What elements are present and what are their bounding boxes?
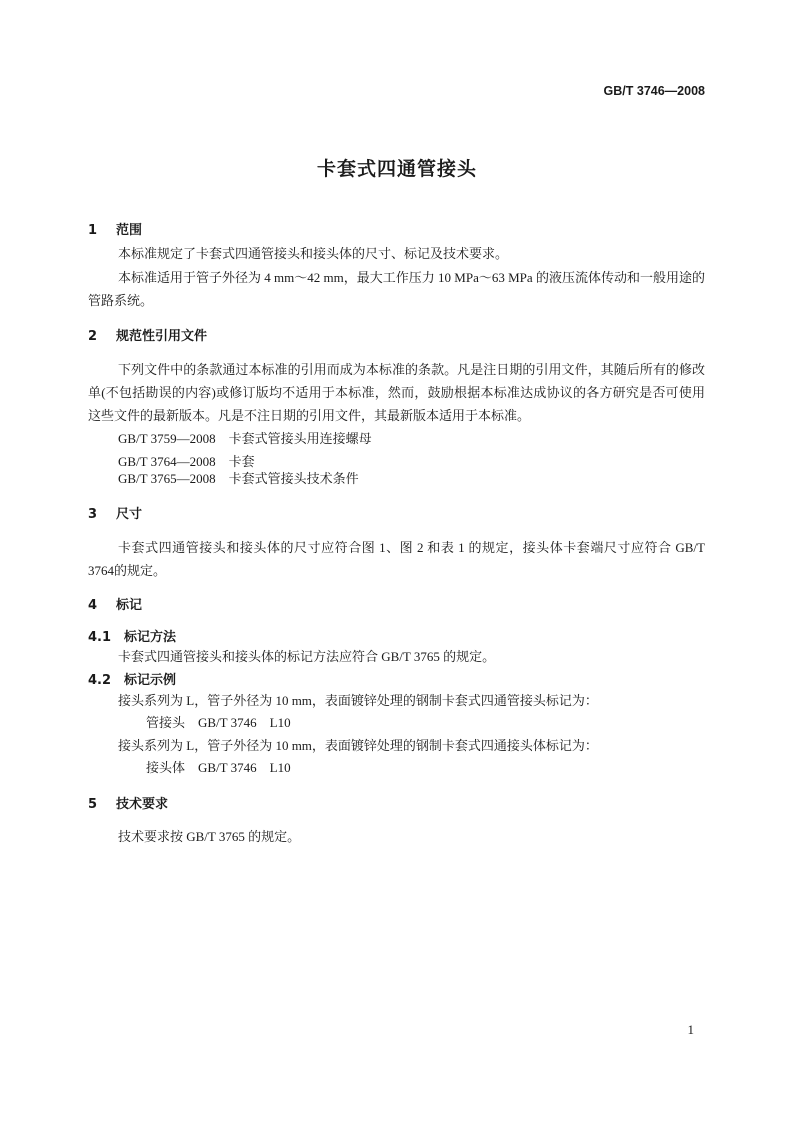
marking-example: 管接头 GB/T 3746 L10 [146, 715, 291, 730]
section-number: 2 [88, 329, 98, 344]
paragraph: 技术要求按 GB/T 3765 的规定。 [118, 829, 301, 844]
section-1-heading [88, 219, 142, 238]
paragraph: 卡套式四通管接头和接头体的尺寸应符合图 1、图 2 和表 1 的规定，接头体卡套端尺寸应符合 GB/T 3764的规定。 [88, 540, 705, 578]
example-line: 接头系列为 L，管子外径为 10 mm，表面镀锌处理的钢制卡套式四通管接头标记为： [118, 693, 598, 708]
section-4-heading [88, 594, 142, 613]
section-title: 尺寸 [116, 507, 143, 522]
section-5-heading [88, 793, 168, 812]
section-number: 4.2 [88, 673, 112, 688]
section-title: 标记 [116, 598, 143, 613]
paragraph: 下列文件中的条款通过本标准的引用而成为本标准的条款。凡是注日期的引用文件，其随后所有的修改单(不包括勘误的内容)或修订版均不适用于本标准，然而，鼓励根据本标准达成协议的各方研究是否可使用这些文件的最新版本。凡是不注日期的引用文件，其最新版本适用于本标准。 [88, 362, 705, 423]
page-number: 1 [687, 1022, 694, 1037]
paragraph: 卡套式四通管接头和接头体的标记方法应符合 GB/T 3765 的规定。 [118, 649, 496, 664]
section-number: 3 [88, 507, 98, 522]
reference-item: GB/T 3765—2008 卡套式管接头技术条件 [118, 471, 359, 486]
section-2-heading [88, 325, 207, 344]
section-3-heading [88, 503, 142, 522]
section-title: 标记示例 [124, 673, 177, 688]
marking-example: 接头体 GB/T 3746 L10 [146, 760, 291, 775]
paragraph: 本标准适用于管子外径为 4 mm～42 mm，最大工作压力 10 MPa～63 MPa 的液压流体传动和一般用途的管路系统。 [88, 270, 705, 308]
section-title: 技术要求 [116, 797, 169, 812]
subsection-4-1-heading [88, 626, 176, 645]
section-title: 范围 [116, 223, 143, 238]
reference-item: GB/T 3759—2008 卡套式管接头用连接螺母 [118, 431, 372, 446]
document-title: 卡套式四通管接头 [316, 158, 477, 180]
standard-number-header: GB/T 3746—2008 [603, 84, 705, 98]
section-title: 标记方法 [124, 630, 177, 645]
section-number: 4 [88, 598, 98, 613]
subsection-4-2-heading [88, 669, 176, 688]
section-title: 规范性引用文件 [116, 329, 208, 344]
section-number: 4.1 [88, 630, 112, 645]
example-line: 接头系列为 L，管子外径为 10 mm，表面镀锌处理的钢制卡套式四通接头体标记为： [118, 738, 598, 753]
paragraph: 本标准规定了卡套式四通管接头和接头体的尺寸、标记及技术要求。 [118, 246, 509, 261]
section-number: 5 [88, 797, 98, 812]
section-number: 1 [88, 223, 98, 238]
reference-item: GB/T 3764—2008 卡套 [118, 454, 255, 469]
